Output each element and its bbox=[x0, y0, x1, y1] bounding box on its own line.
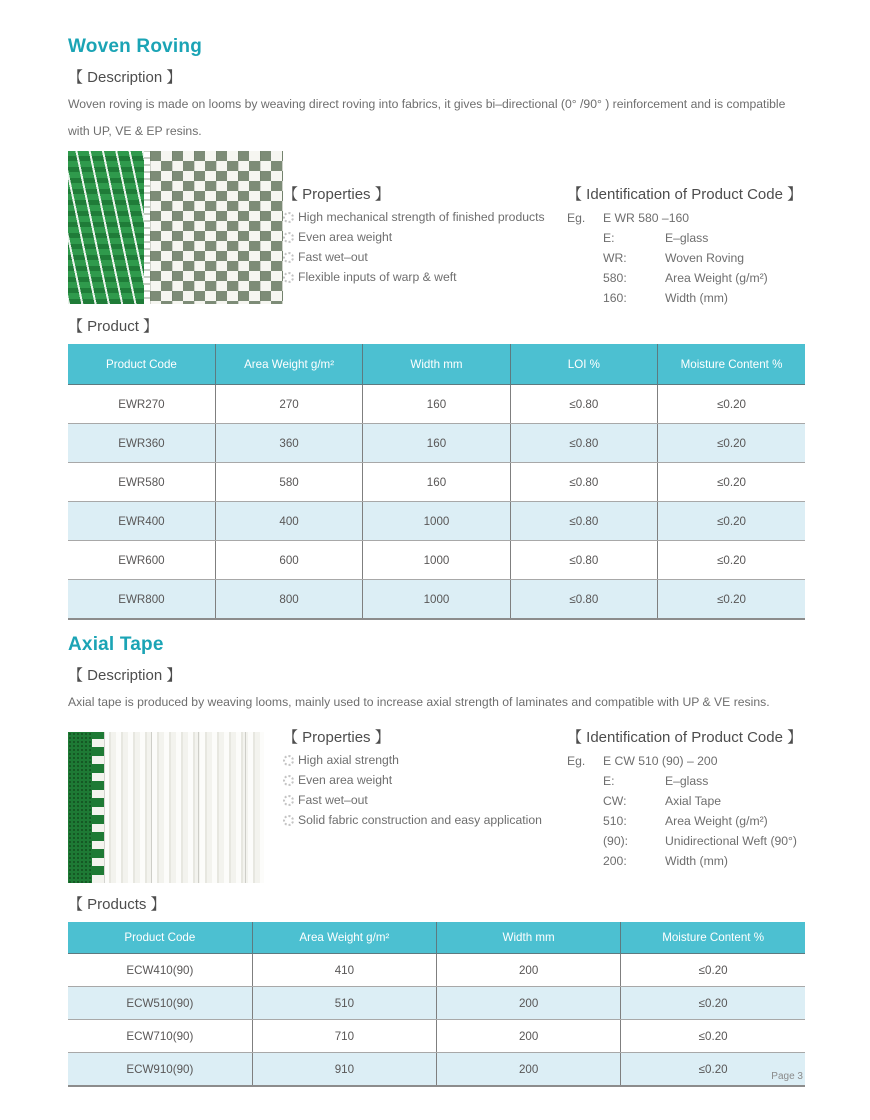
identification-item bbox=[567, 814, 806, 828]
table-cell: ≤0.80 bbox=[510, 580, 657, 620]
table-header-cell: LOI % bbox=[510, 344, 657, 385]
table-cell: 1000 bbox=[363, 580, 510, 620]
table-cell: 580 bbox=[215, 463, 362, 502]
property-item bbox=[283, 813, 567, 827]
description-heading: 【 Description 】 bbox=[68, 667, 182, 684]
table-row bbox=[68, 954, 805, 987]
table-cell: ≤0.80 bbox=[510, 385, 657, 424]
property-label: Even area weight bbox=[298, 773, 393, 787]
table-cell: ≤0.80 bbox=[510, 424, 657, 463]
gear-bullet-icon bbox=[283, 272, 294, 283]
table-cell: ≤0.20 bbox=[621, 954, 805, 987]
table-cell: 800 bbox=[215, 580, 362, 620]
table-header-cell: Moisture Content % bbox=[621, 922, 805, 954]
identification-key: 580: bbox=[603, 271, 627, 285]
table-header-row bbox=[68, 344, 805, 385]
table-cell: 200 bbox=[437, 1053, 621, 1087]
table-cell: ≤0.20 bbox=[658, 580, 805, 620]
identification-key: 160: bbox=[603, 291, 627, 305]
table-header-cell: Area Weight g/m² bbox=[252, 922, 436, 954]
gear-bullet-icon bbox=[283, 252, 294, 263]
property-label: Solid fabric construction and easy application bbox=[298, 813, 542, 827]
gear-bullet-icon bbox=[283, 775, 294, 786]
table-cell: ≤0.20 bbox=[658, 502, 805, 541]
property-item bbox=[283, 773, 567, 787]
property-item bbox=[283, 210, 567, 224]
table-cell: 160 bbox=[363, 385, 510, 424]
table-header-cell: Moisture Content % bbox=[658, 344, 805, 385]
photo-green-loom-area bbox=[68, 151, 144, 304]
axial-tape-product-table bbox=[68, 922, 805, 1087]
photo-green-belt-area bbox=[68, 732, 92, 883]
section-title-axial-tape: Axial Tape bbox=[68, 634, 164, 655]
identification-item bbox=[567, 271, 806, 285]
property-item bbox=[283, 270, 567, 284]
table-row bbox=[68, 580, 805, 620]
table-cell: ≤0.20 bbox=[621, 987, 805, 1020]
section-woven-roving bbox=[68, 36, 806, 620]
woven-roving-fabric-photo bbox=[68, 151, 283, 304]
description-text: Axial tape is produced by weaving looms, mainly used to increase axial strength of laminates and compatible with UP & VE resins. bbox=[68, 695, 770, 709]
table-cell: EWR360 bbox=[68, 424, 215, 463]
table-cell: 600 bbox=[215, 541, 362, 580]
identification-example bbox=[567, 754, 806, 768]
table-header-row bbox=[68, 922, 805, 954]
table-cell: 160 bbox=[363, 424, 510, 463]
identification-key: E: bbox=[603, 231, 615, 245]
property-label: Flexible inputs of warp & weft bbox=[298, 270, 457, 284]
properties-heading: 【 Properties 】 bbox=[283, 729, 390, 746]
table-row bbox=[68, 385, 805, 424]
example-label: Eg. bbox=[567, 754, 586, 768]
gear-bullet-icon bbox=[283, 795, 294, 806]
property-label: High mechanical strength of finished products bbox=[298, 210, 545, 224]
identification-key: WR: bbox=[603, 251, 627, 265]
table-row bbox=[68, 987, 805, 1020]
identification-block bbox=[567, 720, 806, 868]
description-text: Woven roving is made on looms by weaving direct roving into fabrics, it gives bi–directional (0° /90° ) reinforcement and is compatible with UP, VE & EP resins. bbox=[68, 97, 786, 138]
property-label: Fast wet–out bbox=[298, 793, 368, 807]
table-cell: 400 bbox=[215, 502, 362, 541]
table-cell: ≤0.20 bbox=[621, 1020, 805, 1053]
table-cell: 200 bbox=[437, 987, 621, 1020]
identification-block bbox=[567, 149, 806, 305]
properties-heading: 【 Properties 】 bbox=[283, 186, 390, 203]
identification-key: E: bbox=[603, 774, 615, 788]
identification-item bbox=[567, 251, 806, 265]
table-cell: 1000 bbox=[363, 541, 510, 580]
table-header-cell: Width mm bbox=[437, 922, 621, 954]
property-label: Even area weight bbox=[298, 230, 393, 244]
gear-bullet-icon bbox=[283, 755, 294, 766]
identification-key: 200: bbox=[603, 854, 627, 868]
identification-item bbox=[567, 774, 806, 788]
identification-value: E–glass bbox=[665, 774, 709, 788]
product-table-heading: 【 Products 】 bbox=[68, 896, 166, 913]
table-cell: 410 bbox=[252, 954, 436, 987]
identification-value: Axial Tape bbox=[665, 794, 722, 808]
table-cell: EWR580 bbox=[68, 463, 215, 502]
table-cell: ≤0.20 bbox=[658, 463, 805, 502]
identification-value: Unidirectional Weft (90°) bbox=[665, 834, 797, 848]
identification-key: CW: bbox=[603, 794, 627, 808]
table-cell: ≤0.20 bbox=[658, 541, 805, 580]
table-cell: EWR800 bbox=[68, 580, 215, 620]
table-cell: ECW910(90) bbox=[68, 1053, 252, 1087]
identification-value: Area Weight (g/m²) bbox=[665, 814, 768, 828]
identification-value: Width (mm) bbox=[665, 854, 728, 868]
photo-basket-weave-area bbox=[150, 151, 283, 304]
identification-heading: 【 Identification of Product Code 】 bbox=[567, 186, 803, 203]
property-label: High axial strength bbox=[298, 753, 399, 767]
table-row bbox=[68, 463, 805, 502]
table-cell: ≤0.80 bbox=[510, 541, 657, 580]
identification-value: Area Weight (g/m²) bbox=[665, 271, 768, 285]
identification-value: Woven Roving bbox=[665, 251, 745, 265]
table-cell: ≤0.80 bbox=[510, 463, 657, 502]
gear-bullet-icon bbox=[283, 232, 294, 243]
identification-item bbox=[567, 854, 806, 868]
section-title-woven-roving: Woven Roving bbox=[68, 36, 202, 57]
identification-key: (90): bbox=[603, 834, 629, 848]
table-cell: 200 bbox=[437, 1020, 621, 1053]
description-heading: 【 Description 】 bbox=[68, 69, 182, 86]
woven-roving-media-row bbox=[68, 149, 806, 305]
property-item bbox=[283, 250, 567, 264]
table-cell: ≤0.20 bbox=[658, 385, 805, 424]
identification-value: E–glass bbox=[665, 231, 709, 245]
table-cell: 360 bbox=[215, 424, 362, 463]
table-header-cell: Product Code bbox=[68, 344, 215, 385]
table-header-cell: Area Weight g/m² bbox=[215, 344, 362, 385]
table-cell: 270 bbox=[215, 385, 362, 424]
table-cell: ECW510(90) bbox=[68, 987, 252, 1020]
property-item bbox=[283, 753, 567, 767]
gear-bullet-icon bbox=[283, 815, 294, 826]
example-code: E WR 580 –160 bbox=[603, 211, 690, 225]
table-cell: 200 bbox=[437, 954, 621, 987]
table-header-cell: Product Code bbox=[68, 922, 252, 954]
photo-axial-strands-area bbox=[104, 732, 264, 883]
table-row bbox=[68, 502, 805, 541]
identification-key: 510: bbox=[603, 814, 627, 828]
identification-item bbox=[567, 794, 806, 808]
identification-item bbox=[567, 834, 806, 848]
property-item bbox=[283, 793, 567, 807]
axial-tape-fabric-photo bbox=[68, 732, 264, 883]
properties-block bbox=[283, 149, 567, 284]
photo-white-fringe bbox=[92, 732, 104, 883]
property-label: Fast wet–out bbox=[298, 250, 368, 264]
example-label: Eg. bbox=[567, 211, 586, 225]
table-row bbox=[68, 424, 805, 463]
product-table-heading: 【 Product 】 bbox=[68, 318, 159, 335]
section-axial-tape bbox=[68, 634, 806, 1087]
table-cell: ECW710(90) bbox=[68, 1020, 252, 1053]
properties-block bbox=[283, 720, 567, 827]
table-cell: ≤0.80 bbox=[510, 502, 657, 541]
identification-item bbox=[567, 291, 806, 305]
identification-item bbox=[567, 231, 806, 245]
table-row bbox=[68, 1053, 805, 1087]
example-code: E CW 510 (90) – 200 bbox=[603, 754, 718, 768]
axial-tape-media-row bbox=[68, 720, 806, 883]
table-cell: 160 bbox=[363, 463, 510, 502]
table-row bbox=[68, 541, 805, 580]
table-cell: 510 bbox=[252, 987, 436, 1020]
table-cell: ECW410(90) bbox=[68, 954, 252, 987]
page-number: Page 3 bbox=[771, 1071, 803, 1082]
identification-example bbox=[567, 211, 806, 225]
table-cell: EWR270 bbox=[68, 385, 215, 424]
table-header-cell: Width mm bbox=[363, 344, 510, 385]
table-cell: 710 bbox=[252, 1020, 436, 1053]
table-cell: 910 bbox=[252, 1053, 436, 1087]
table-row bbox=[68, 1020, 805, 1053]
identification-value: Width (mm) bbox=[665, 291, 728, 305]
table-cell: 1000 bbox=[363, 502, 510, 541]
property-item bbox=[283, 230, 567, 244]
table-cell: EWR600 bbox=[68, 541, 215, 580]
table-cell: EWR400 bbox=[68, 502, 215, 541]
table-cell: ≤0.20 bbox=[621, 1053, 805, 1087]
gear-bullet-icon bbox=[283, 212, 294, 223]
woven-roving-product-table bbox=[68, 344, 805, 620]
identification-heading: 【 Identification of Product Code 】 bbox=[567, 729, 803, 746]
table-cell: ≤0.20 bbox=[658, 424, 805, 463]
